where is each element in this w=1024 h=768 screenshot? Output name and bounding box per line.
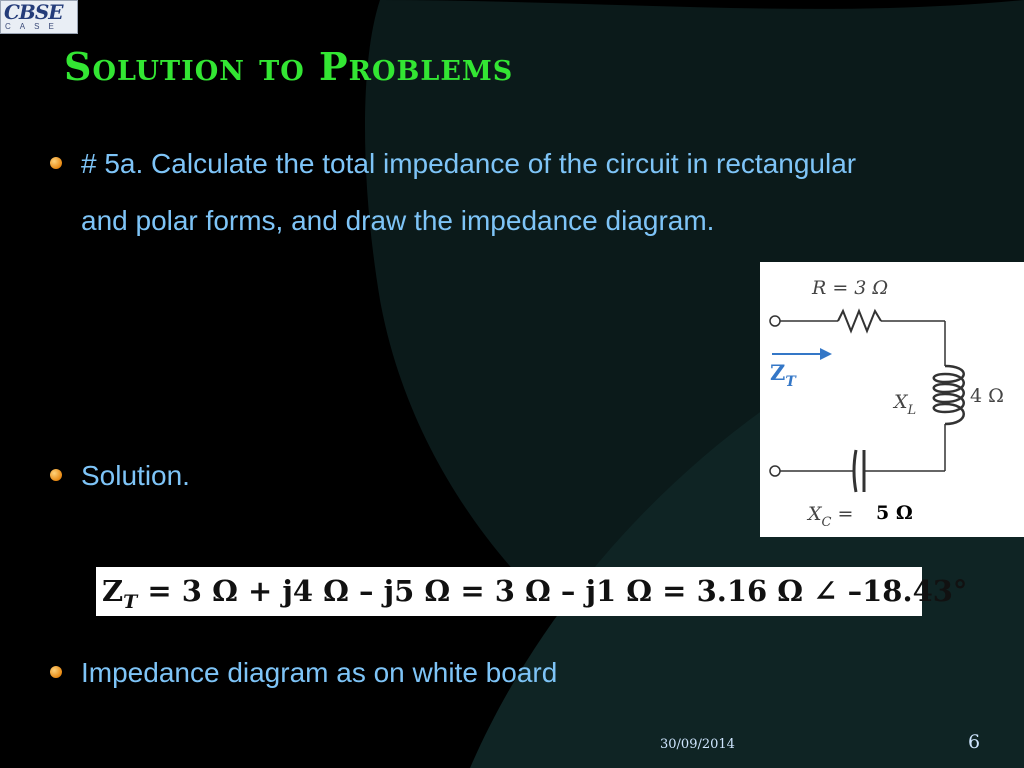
logo [0, 0, 78, 34]
bullet-text: Impedance diagram as on white board [81, 657, 558, 688]
capacitor-value: 5 Ω [876, 502, 913, 524]
footer-date: 30/09/2014 [660, 737, 735, 752]
slide-title: Solution to Problems [64, 44, 514, 89]
logo-main-text: CBSE [4, 0, 63, 24]
logo-sub-text: CASE [5, 22, 63, 31]
equation-lhs: Z [102, 574, 124, 608]
equation-rhs: = 3 Ω + j4 Ω – j5 Ω = 3 Ω – j1 Ω = 3.16 Ω ∠ –18.43° [137, 574, 968, 608]
circuit-diagram [760, 262, 1024, 537]
capacitor-label: $X_C$ = [808, 503, 854, 530]
resistor-icon [838, 311, 881, 331]
bullet-dot-icon [50, 157, 62, 169]
terminal-top-icon [770, 316, 780, 326]
zt-label: $Z_T$ [770, 360, 796, 390]
equation-box [96, 567, 968, 616]
bullet-dot-icon [50, 666, 62, 678]
bullet-text: Solution. [81, 460, 190, 491]
inductor-icon [934, 366, 964, 424]
capacitor-icon [854, 450, 856, 492]
resistor-label: R = 3 Ω [812, 277, 889, 299]
terminal-bottom-icon [770, 466, 780, 476]
bullet-text: # 5a. Calculate the total impedance of the circuit in rectangular and polar forms, and draw the impedance diagram. [81, 148, 857, 236]
circuit-schematic [760, 262, 1024, 537]
page-number: 6 [968, 731, 981, 753]
inductor-value: 4 Ω [970, 385, 1004, 407]
bullet-dot-icon [50, 469, 62, 481]
inductor-label: $X_L$ [894, 391, 917, 418]
bullet-item-diagram [50, 644, 890, 701]
equation-lhs-subscript: T [123, 590, 138, 613]
bullet-item-problem [50, 135, 890, 249]
equation-text [96, 567, 968, 616]
current-arrow-icon [820, 348, 832, 360]
